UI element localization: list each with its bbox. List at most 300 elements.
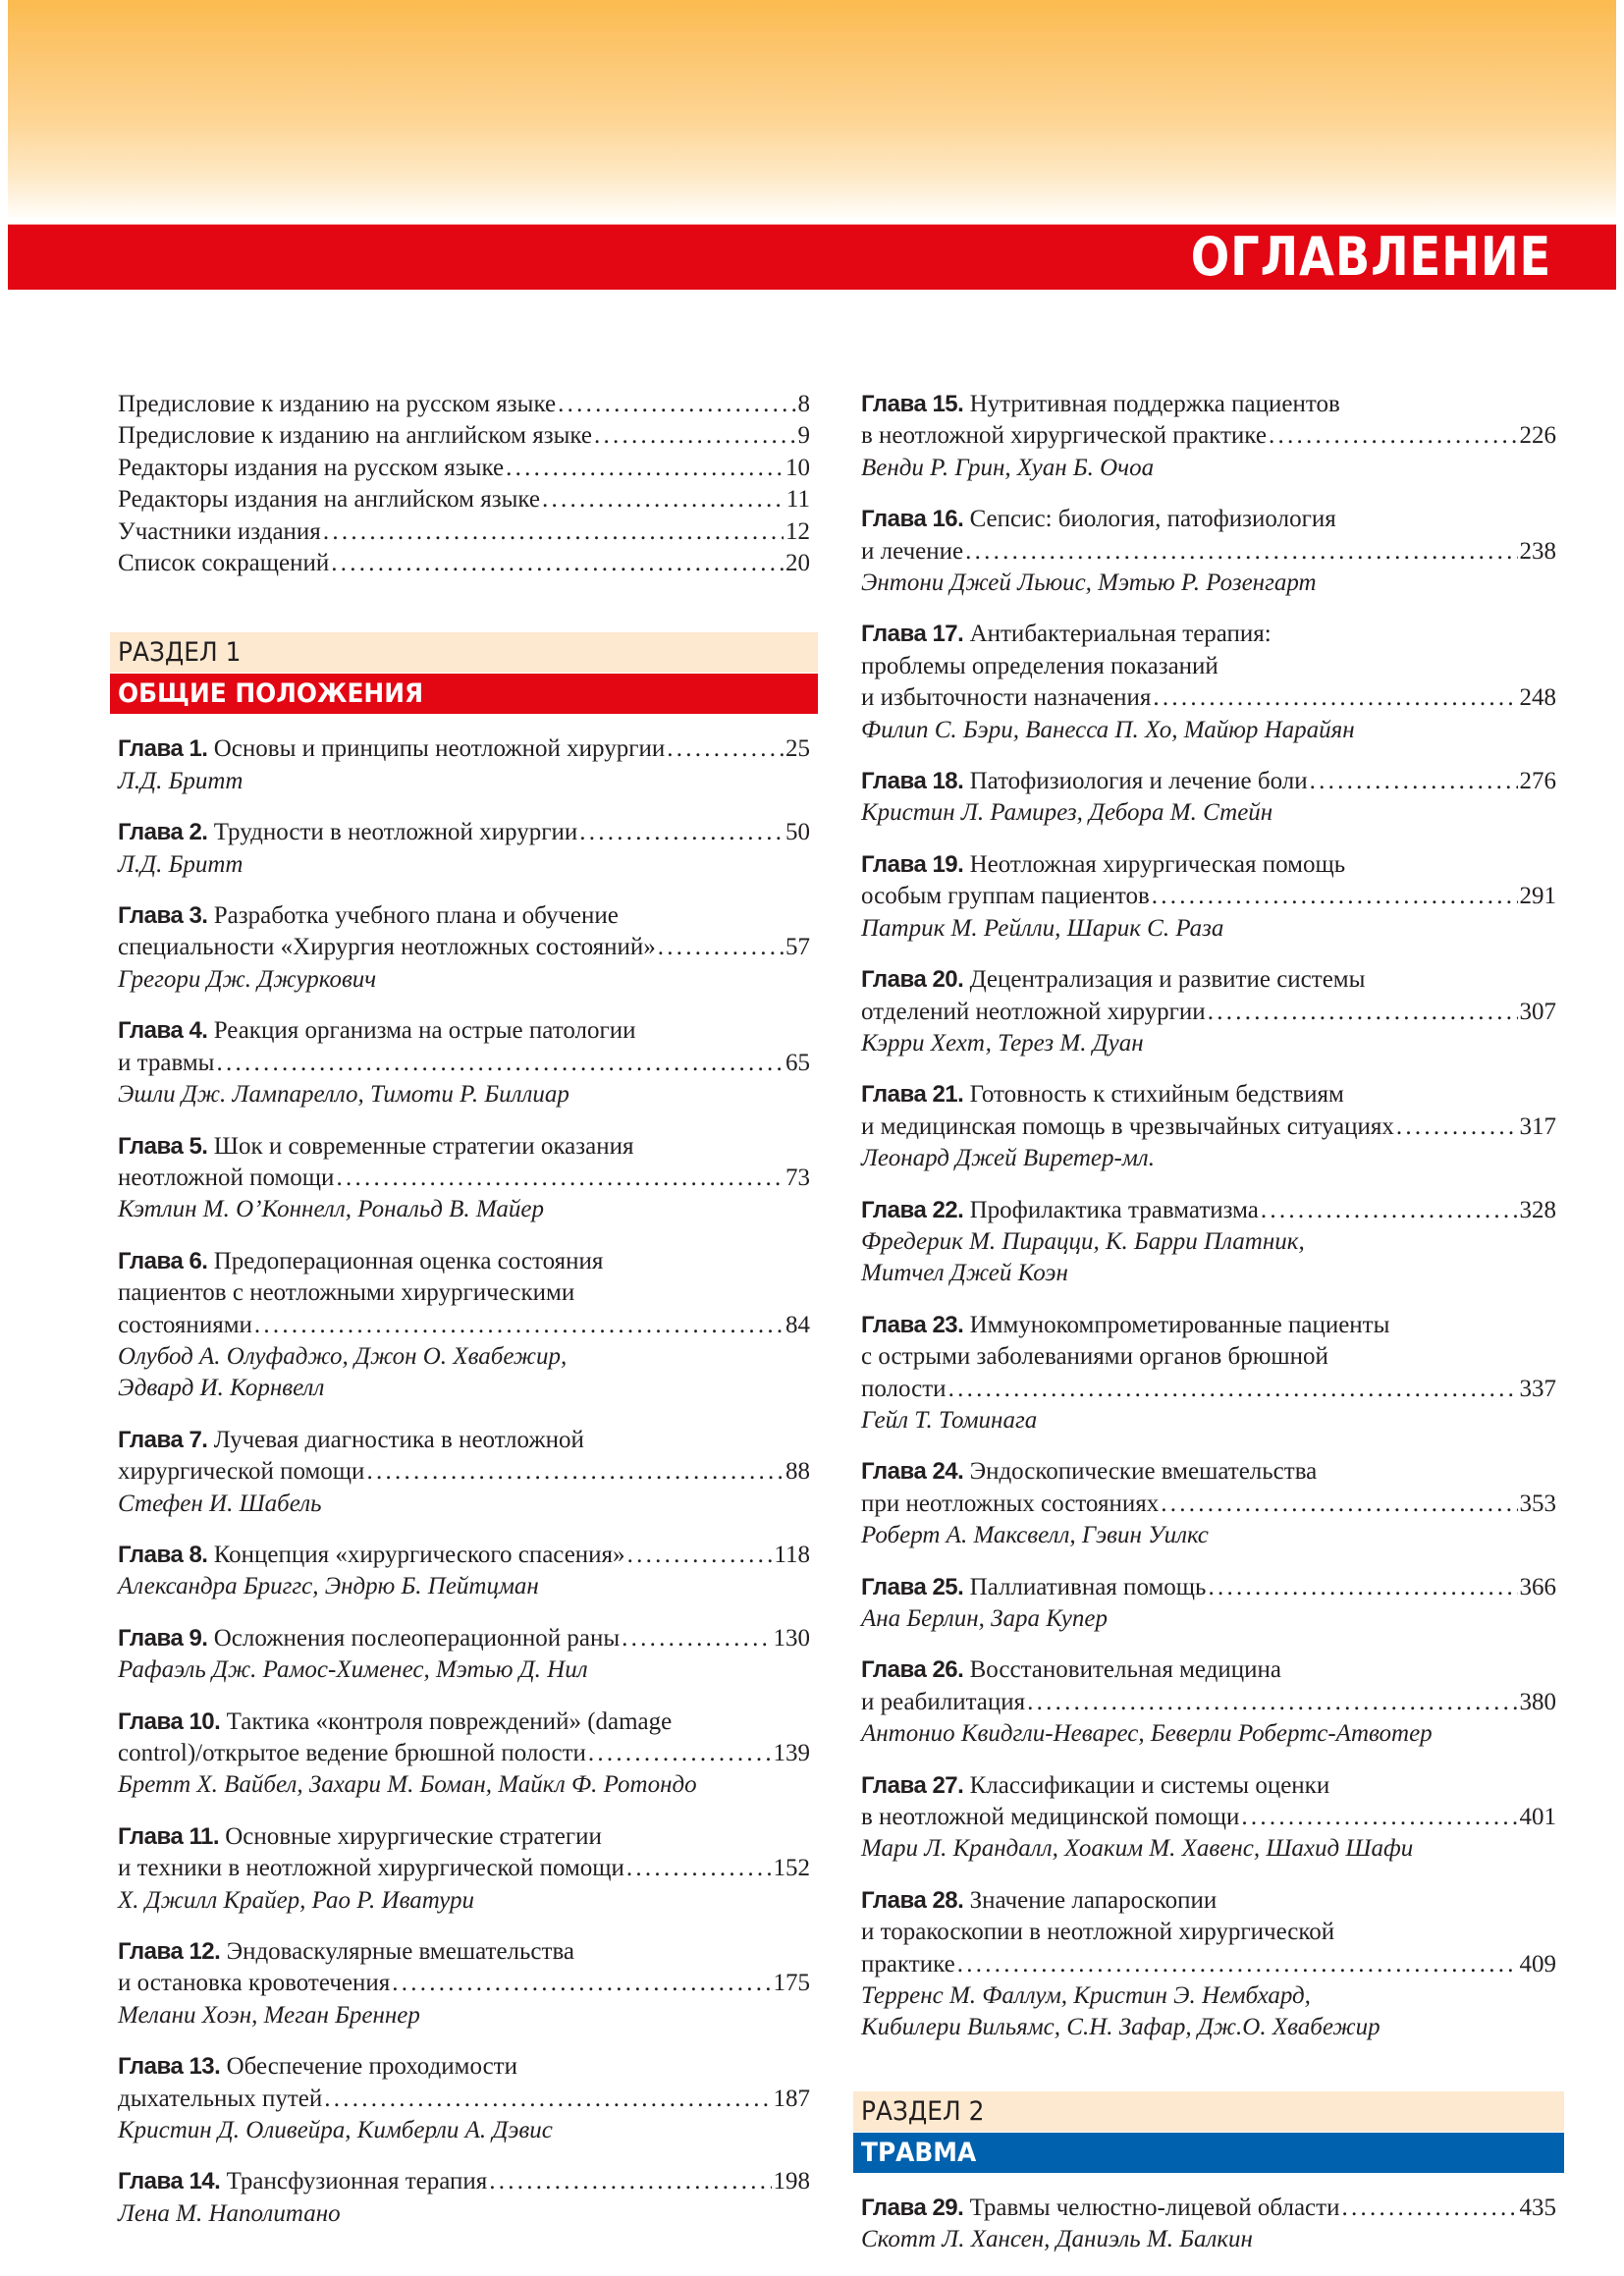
chapter-entry[interactable]	[861, 1572, 1556, 1636]
page-number: 73	[785, 1164, 810, 1191]
chapter-title-text: отделений неотложной хирургии	[861, 998, 1206, 1025]
chapter-title-text: полости	[861, 1375, 947, 1402]
chapter-title-line	[861, 1489, 1556, 1520]
chapter-entry[interactable]	[861, 766, 1556, 830]
chapter-title-line	[861, 849, 1556, 881]
chapter-title	[861, 619, 1272, 650]
entry-title: Участники издания	[118, 517, 321, 545]
chapter-entry[interactable]	[118, 1425, 810, 1520]
chapter-entry[interactable]	[118, 2051, 810, 2146]
dot-leader	[323, 516, 784, 548]
chapter-title	[118, 733, 665, 765]
chapter-entry[interactable]	[861, 2193, 1556, 2256]
chapter-title-text: Основные хирургические стратегии	[225, 1822, 602, 1850]
chapter-title-line	[118, 1131, 810, 1163]
chapter-title-text: и техники в неотложной хирургической помощи	[118, 1855, 624, 1882]
dot-leader	[1396, 1111, 1518, 1143]
dot-leader	[366, 1456, 784, 1488]
chapter-title	[118, 1277, 574, 1309]
chapter-title	[118, 1853, 624, 1884]
chapter-entry[interactable]	[861, 1456, 1556, 1551]
chapter-authors: Грегори Дж. Джуркович	[118, 965, 377, 993]
dot-leader	[579, 817, 784, 848]
chapter-entry[interactable]	[118, 1540, 810, 1603]
page-number: 9	[797, 422, 810, 450]
chapter-entry[interactable]	[861, 849, 1556, 945]
chapter-label: Глава 14.	[118, 2168, 221, 2195]
chapter-entry[interactable]	[861, 1310, 1556, 1437]
chapter-title-line	[861, 964, 1556, 996]
dot-leader	[1241, 1802, 1517, 1833]
chapter-authors: Кэрри Хехт, Терез М. Дуан	[861, 1029, 1144, 1057]
chapter-authors: Бретт Х. Вайбел, Захари М. Боман, Майкл Ф. Ротондо	[118, 1771, 697, 1799]
chapter-entry[interactable]	[861, 1079, 1556, 1174]
page-number: 276	[1519, 768, 1556, 795]
chapter-authors: Мари Л. Крандалл, Хоаким М. Хавенс, Шахид Шафи	[861, 1835, 1414, 1863]
chapter-label: Глава 12.	[118, 1938, 221, 1966]
page-number: 11	[785, 486, 810, 514]
chapter-title	[861, 1654, 1281, 1686]
chapter-title	[118, 1310, 252, 1341]
dot-leader	[626, 1853, 772, 1884]
section-label: РАЗДЕЛ 1	[110, 632, 818, 673]
dot-leader	[948, 1374, 1518, 1405]
chapter-title-text: control)/открытое ведение брюшной полости	[118, 1740, 586, 1766]
page-number: 337	[1519, 1375, 1556, 1402]
chapter-title-text: Эндоскопические вмешательства	[969, 1458, 1318, 1486]
chapter-title-text: Готовность к стихийным бедствиям	[969, 1081, 1344, 1109]
chapter-entry[interactable]	[861, 1195, 1556, 1290]
dot-leader	[506, 453, 784, 484]
chapter-title-line	[861, 766, 1556, 797]
page-number: 118	[774, 1541, 810, 1568]
chapter-entry[interactable]	[118, 1623, 810, 1687]
chapter-authors: Филип С. Бэри, Ванесса П. Хо, Майюр Нарайян	[861, 716, 1355, 743]
chapter-authors: Л.Д. Бритт	[118, 850, 244, 878]
chapter-label: Глава 16.	[861, 506, 964, 533]
chapter-title-line	[118, 1048, 810, 1079]
chapter-title-text: в неотложной медицинской помощи	[861, 1804, 1240, 1831]
dot-leader	[1152, 881, 1518, 912]
chapter-label: Глава 24.	[861, 1458, 964, 1486]
chapter-list	[118, 733, 810, 2230]
chapter-title-text: Предоперационная оценка состояния	[213, 1247, 604, 1274]
chapter-label: Глава 27.	[861, 1771, 964, 1799]
header-gradient	[8, 0, 1616, 218]
chapter-entry[interactable]	[118, 1131, 810, 1226]
dot-leader	[1208, 1572, 1517, 1603]
chapter-title-line	[861, 1802, 1556, 1833]
chapter-authors: Кибилери Вильямс, С.Н. Зафар, Дж.О. Хвабежир	[861, 2014, 1380, 2041]
chapter-label: Глава 6.	[118, 1247, 208, 1274]
chapter-title	[118, 1707, 672, 1738]
chapter-label: Глава 10.	[118, 1707, 221, 1735]
chapter-title-line	[861, 1310, 1556, 1341]
chapter-authors: Патрик М. Рейлли, Шарик С. Раза	[861, 914, 1224, 942]
chapter-label: Глава 9.	[118, 1624, 208, 1652]
chapter-title-line	[118, 2051, 810, 2083]
chapter-title-line	[118, 1015, 810, 1047]
chapter-authors: Кристин Д. Оливейра, Кимберли А. Дэвис	[118, 2117, 553, 2144]
chapter-title-text: Лучевая диагностика в неотложной	[213, 1426, 584, 1453]
chapter-label: Глава 23.	[861, 1311, 964, 1338]
chapter-title-text: неотложной помощи	[118, 1164, 335, 1191]
dot-leader	[542, 484, 785, 515]
chapter-title	[118, 1163, 334, 1194]
chapter-title-text: Трудности в неотложной хирургии	[213, 819, 578, 846]
dot-leader	[1208, 997, 1518, 1028]
chapter-label: Глава 22.	[861, 1196, 964, 1223]
page-number: 187	[773, 2085, 810, 2112]
chapter-label: Глава 8.	[118, 1541, 208, 1568]
chapter-title	[861, 1310, 1389, 1341]
chapter-title-line	[861, 1079, 1556, 1111]
chapter-title	[861, 1341, 1328, 1373]
chapter-authors: Ана Берлин, Зара Купер	[861, 1605, 1108, 1632]
chapter-label: Глава 26.	[861, 1656, 964, 1684]
chapter-title	[118, 817, 577, 848]
chapter-authors: Кристин Л. Рамирез, Дебора М. Стейн	[861, 799, 1273, 827]
chapter-entry[interactable]	[861, 964, 1556, 1059]
chapter-authors: Роберт А. Максвелл, Гэвин Уилкс	[861, 1522, 1209, 1549]
dot-leader	[489, 2166, 771, 2197]
chapter-title-text: и избыточности назначения	[861, 684, 1152, 712]
dot-leader	[558, 389, 795, 420]
chapter-title-text: в неотложной хирургической практике	[861, 422, 1267, 450]
chapter-title	[118, 2166, 487, 2197]
chapter-title-text: особым группам пациентов	[861, 883, 1150, 910]
page-number: 88	[785, 1458, 810, 1486]
dot-leader	[331, 548, 784, 579]
chapter-label: Глава 7.	[118, 1426, 208, 1453]
chapter-authors: Терренс М. Фаллум, Кристин Э. Нембхард,	[861, 1982, 1311, 2010]
chapter-title	[861, 1195, 1259, 1226]
chapter-title-line	[861, 1654, 1556, 1686]
chapter-title-line	[118, 1246, 810, 1277]
chapter-label: Глава 21.	[861, 1081, 964, 1109]
chapter-authors: Кэтлин М. О’Коннелл, Рональд В. Майер	[118, 1196, 544, 1223]
chapter-entry[interactable]	[118, 1821, 810, 1917]
toc-entry[interactable]	[118, 548, 810, 579]
chapter-authors: Александра Бриггс, Эндрю Б. Пейтцман	[118, 1573, 539, 1600]
chapter-title	[861, 1802, 1239, 1833]
chapter-title	[118, 900, 619, 932]
chapter-title	[861, 2193, 1339, 2224]
section-name: ОБЩИЕ ПОЛОЖЕНИЯ	[110, 674, 818, 714]
page-number: 152	[773, 1855, 810, 1882]
chapter-title-text: Тактика «контроля повреждений» (damage	[226, 1707, 673, 1735]
chapter-title-line	[118, 2084, 810, 2115]
chapter-title-line	[861, 1885, 1556, 1917]
page-number: 57	[785, 934, 810, 961]
chapter-label: Глава 29.	[861, 2194, 964, 2221]
page-number: 198	[773, 2168, 810, 2195]
toc-entry[interactable]	[118, 389, 810, 420]
chapter-authors: Олубод А. Олуфаджо, Джон О. Хвабежир,	[118, 1342, 568, 1370]
chapter-entry[interactable]	[118, 733, 810, 797]
dot-leader	[667, 733, 784, 765]
page-number: 328	[1519, 1196, 1556, 1223]
dot-leader	[336, 1163, 784, 1194]
page-number: 291	[1519, 883, 1556, 910]
page-number: 409	[1519, 1950, 1556, 1978]
chapter-title-line	[118, 1968, 810, 1999]
section-2-header	[853, 2091, 1564, 2173]
page-number: 139	[773, 1740, 810, 1766]
chapter-title-text: Осложнения послеоперационной раны	[213, 1624, 621, 1652]
chapter-label: Глава 19.	[861, 850, 964, 878]
chapter-title-text: Травмы челюстно-лицевой области	[969, 2194, 1340, 2221]
chapter-title	[861, 1687, 1025, 1718]
chapter-title	[118, 1968, 390, 1999]
chapter-title	[118, 932, 656, 963]
chapter-entry[interactable]	[118, 2166, 810, 2230]
chapter-list	[861, 2193, 1556, 2256]
page-number: 226	[1519, 422, 1556, 450]
chapter-title-text: дыхательных путей	[118, 2085, 323, 2112]
chapter-entry[interactable]	[861, 1770, 1556, 1866]
chapter-authors: Венди Р. Грин, Хуан Б. Очоа	[861, 454, 1155, 481]
chapter-title-text: специальности «Хирургия неотложных состояний»	[118, 934, 656, 961]
chapter-label: Глава 11.	[118, 1822, 219, 1850]
dot-leader	[324, 2084, 771, 2115]
chapter-title	[861, 682, 1151, 714]
chapter-entry[interactable]	[118, 817, 810, 881]
chapter-authors: Эдвард И. Корнвелл	[118, 1375, 325, 1402]
chapter-label: Глава 20.	[861, 966, 964, 994]
chapter-title	[118, 1738, 586, 1769]
dot-leader	[1269, 420, 1518, 452]
page-number: 435	[1519, 2194, 1556, 2221]
page-number: 307	[1519, 998, 1556, 1025]
chapter-title-text: Децентрализация и развитие системы	[969, 966, 1366, 994]
chapter-title-text: при неотложных состояниях	[861, 1490, 1160, 1517]
chapter-label: Глава 1.	[118, 735, 208, 763]
chapter-title	[861, 1456, 1317, 1488]
chapter-title-text: проблемы определения показаний	[861, 652, 1218, 679]
chapter-title-text: Восстановительная медицина	[969, 1656, 1281, 1684]
chapter-authors: Лена М. Наполитано	[118, 2199, 341, 2227]
section-name: ТРАВМА	[853, 2133, 1564, 2173]
chapter-entry[interactable]	[861, 1885, 1556, 2044]
chapter-title	[861, 766, 1308, 797]
chapter-title-text: Сепсис: биология, патофизиология	[969, 506, 1336, 533]
chapter-title	[118, 1425, 584, 1456]
chapter-title-text: состояниями	[118, 1311, 252, 1338]
front-matter-list	[118, 389, 810, 579]
chapter-title-text: Значение лапароскопии	[969, 1886, 1218, 1914]
chapter-title	[118, 1131, 633, 1163]
chapter-authors: Гейл Т. Томинага	[861, 1406, 1038, 1434]
chapter-title-text: Антибактериальная терапия:	[969, 621, 1272, 648]
dot-leader	[965, 536, 1517, 568]
chapter-title	[861, 1885, 1217, 1917]
chapter-entry[interactable]	[861, 389, 1556, 484]
dot-leader	[216, 1048, 784, 1079]
chapter-title-text: Разработка учебного плана и обучение	[213, 902, 619, 930]
chapter-title-text: практике	[861, 1950, 955, 1978]
dot-leader	[1261, 1195, 1518, 1226]
dot-leader	[622, 1623, 771, 1654]
chapter-entry[interactable]	[118, 900, 810, 996]
page-number: 84	[785, 1311, 810, 1338]
chapter-title	[861, 964, 1365, 996]
toc-column-left	[118, 389, 810, 2249]
chapter-title-text: Неотложная хирургическая помощь	[969, 850, 1346, 878]
chapter-entry[interactable]	[861, 504, 1556, 599]
chapter-title	[118, 1623, 620, 1654]
entry-title: Редакторы издания на английском языке	[118, 486, 541, 514]
chapter-title-text: Основы и принципы неотложной хирургии	[213, 735, 666, 763]
chapter-title	[118, 2084, 322, 2115]
page-number: 8	[797, 391, 810, 417]
chapter-title	[861, 389, 1340, 420]
chapter-title	[861, 1572, 1206, 1603]
chapter-label: Глава 3.	[118, 902, 208, 930]
chapter-title-line	[861, 619, 1556, 650]
chapter-authors: Энтони Джей Льюис, Мэтью Р. Розенгарт	[861, 569, 1317, 597]
chapter-title-text: и торакоскопии в неотложной хирургической	[861, 1919, 1335, 1946]
chapter-title-text: и реабилитация	[861, 1688, 1026, 1715]
dot-leader	[1027, 1687, 1517, 1718]
chapter-title	[861, 420, 1267, 452]
chapter-title-text: Классификации и системы оценки	[969, 1771, 1330, 1799]
chapter-title	[118, 1540, 625, 1571]
dot-leader	[957, 1949, 1518, 1980]
chapter-title-text: пациентов с неотложными хирургическими	[118, 1279, 575, 1307]
dot-leader	[1310, 766, 1518, 797]
dot-leader	[1153, 682, 1517, 714]
chapter-authors: Антонио Квидгли-Неварес, Беверли Робертс-Атвотер	[861, 1720, 1433, 1748]
dot-leader	[594, 420, 796, 452]
chapter-title-line	[118, 900, 810, 932]
chapter-title-line	[118, 1821, 810, 1853]
chapter-entry[interactable]	[118, 1246, 810, 1405]
entry-title: Предисловие к изданию на русском языке	[118, 391, 557, 417]
chapter-label: Глава 28.	[861, 1886, 964, 1914]
toc-entry[interactable]	[118, 516, 810, 548]
dot-leader	[1161, 1489, 1517, 1520]
page-number: 248	[1519, 684, 1556, 712]
chapter-title-line	[861, 504, 1556, 535]
chapter-authors: Л.Д. Бритт	[118, 767, 244, 794]
chapter-title-line	[861, 2193, 1556, 2224]
chapter-title-line	[861, 651, 1556, 682]
page-number: 366	[1519, 1573, 1556, 1600]
chapter-title	[861, 1949, 955, 1980]
chapter-title-line	[861, 1687, 1556, 1718]
entry-title: Предисловие к изданию на английском языке	[118, 422, 592, 450]
title-band	[8, 224, 1616, 290]
chapter-title-line	[861, 1770, 1556, 1802]
chapter-title	[861, 1079, 1344, 1111]
chapter-title-line	[861, 682, 1556, 714]
page-title: ОГЛАВЛЕНИЕ	[1190, 226, 1551, 288]
chapter-title-line	[861, 389, 1556, 420]
dot-leader	[1341, 2193, 1517, 2224]
chapter-title-text: и травмы	[118, 1049, 215, 1076]
chapter-title-text: Трансфузионная терапия	[226, 2168, 488, 2195]
dot-leader	[627, 1540, 773, 1571]
toc-entry[interactable]	[118, 453, 810, 484]
chapter-title	[861, 997, 1206, 1028]
chapter-label: Глава 25.	[861, 1573, 964, 1600]
section-label: РАЗДЕЛ 2	[853, 2091, 1564, 2132]
chapter-label: Глава 13.	[118, 2053, 221, 2081]
chapter-title-text: Эндоваскулярные вмешательства	[226, 1938, 575, 1966]
chapter-label: Глава 4.	[118, 1017, 208, 1045]
page-number: 401	[1519, 1804, 1556, 1831]
chapter-authors: Эшли Дж. Лампарелло, Тимоти Р. Биллиар	[118, 1081, 569, 1109]
chapter-label: Глава 15.	[861, 391, 964, 417]
chapter-title-line	[118, 1540, 810, 1571]
chapter-title-line	[118, 1425, 810, 1456]
chapter-title-text: Паллиативная помощь	[969, 1573, 1207, 1600]
chapter-list	[861, 389, 1556, 2044]
chapter-title-line	[118, 817, 810, 848]
chapter-title-text: хирургической помощи	[118, 1458, 365, 1486]
chapter-title-text: Реакция организма на острые патологии	[213, 1017, 636, 1045]
chapter-title-line	[861, 1949, 1556, 1980]
chapter-authors: Мелани Хоэн, Меган Бреннер	[118, 2001, 420, 2029]
chapter-title-line	[118, 1936, 810, 1968]
chapter-title	[861, 1489, 1159, 1520]
chapter-title	[118, 1015, 635, 1047]
chapter-entry[interactable]	[118, 1936, 810, 2032]
chapter-label: Глава 5.	[118, 1132, 208, 1160]
chapter-title-line	[861, 1195, 1556, 1226]
chapter-entry[interactable]	[861, 619, 1556, 746]
toc-entry[interactable]	[118, 420, 810, 452]
chapter-label: Глава 2.	[118, 819, 208, 846]
chapter-title-line	[118, 1456, 810, 1488]
page-number: 50	[785, 819, 810, 846]
chapter-title-text: Нутритивная поддержка пациентов	[969, 391, 1340, 417]
chapter-title-line	[118, 1707, 810, 1738]
chapter-entry[interactable]	[118, 1707, 810, 1802]
chapter-authors: Скотт Л. Хансен, Даниэль М. Балкин	[861, 2226, 1253, 2253]
chapter-title-line	[118, 1277, 810, 1309]
dot-leader	[658, 932, 784, 963]
chapter-title	[118, 1821, 602, 1853]
chapter-entry[interactable]	[861, 1654, 1556, 1750]
chapter-authors: Рафаэль Дж. Рамос-Хименес, Мэтью Д. Нил	[118, 1656, 588, 1684]
chapter-title-text: Шок и современные стратегии оказания	[213, 1132, 634, 1160]
page-number: 20	[785, 550, 810, 577]
chapter-title-line	[861, 536, 1556, 568]
chapter-label: Глава 18.	[861, 768, 964, 795]
chapter-entry[interactable]	[118, 1015, 810, 1111]
chapter-title-line	[118, 733, 810, 765]
chapter-title-line	[861, 420, 1556, 452]
chapter-title-line	[861, 1341, 1556, 1373]
page-number: 130	[773, 1624, 810, 1652]
page-number: 65	[785, 1049, 810, 1076]
chapter-title-line	[118, 1738, 810, 1769]
dot-leader	[392, 1968, 771, 1999]
toc-entry[interactable]	[118, 484, 810, 515]
chapter-title-text: Иммунокомпрометированные пациенты	[969, 1311, 1390, 1338]
chapter-title	[861, 536, 963, 568]
page-number: 317	[1519, 1112, 1556, 1140]
entry-title: Список сокращений	[118, 550, 330, 577]
chapter-title	[118, 1246, 603, 1277]
chapter-title-text: Профилактика травматизма	[969, 1196, 1259, 1223]
chapter-title-line	[861, 881, 1556, 912]
chapter-authors: Фредерик М. Пирацци, К. Барри Платник,	[861, 1227, 1305, 1255]
chapter-title	[118, 1048, 214, 1079]
chapter-title-text: и остановка кровотечения	[118, 1970, 391, 1997]
